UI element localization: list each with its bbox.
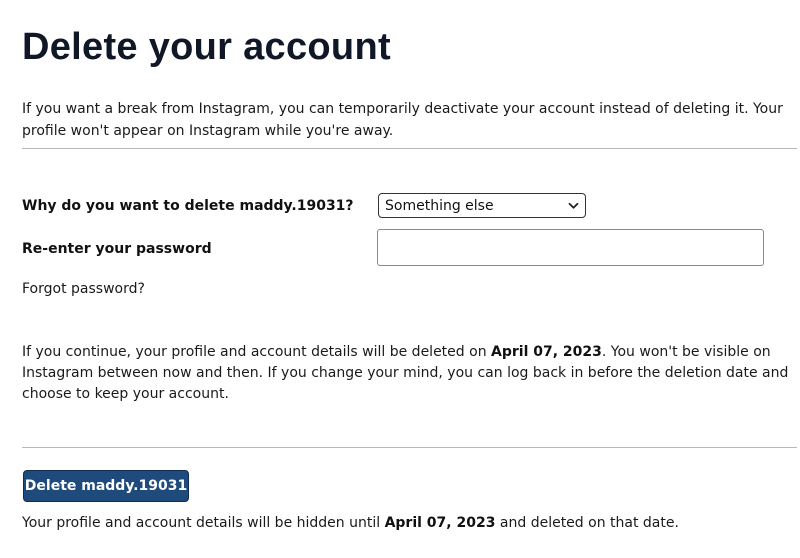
forgot-password-link[interactable]: Forgot password? [22,281,145,297]
chevron-down-icon [568,202,579,210]
deletion-notice [22,342,797,405]
intro-text: If you want a break from Instagram, you can temporarily deactivate your account instead of deleting it. Your profile won't appear on Instagram while you're away. [22,101,783,139]
footer-text-start: Your profile and account details will be hidden until [22,515,385,531]
footer-note [22,515,797,531]
delete-account-button[interactable]: Delete maddy.19031 [23,470,189,502]
notice-text-start: If you continue, your profile and account details will be deleted on [22,344,492,360]
top-divider [22,148,797,149]
page-title: Delete your account [22,26,391,68]
password-label: Re-enter your password [22,241,212,257]
reason-select-value: Something else [385,197,494,214]
notice-deletion-date: April 07, 2023 [491,344,602,360]
footer-date: April 07, 2023 [384,515,496,531]
notice-text-end: . You won't be visible on Instagram between now and then. If you change your mind, you can log back in before the deletion date and choose to keep your account. [22,344,789,402]
password-field[interactable] [377,229,764,266]
footer-text-end: and deleted on that date. [495,515,679,531]
reason-label: Why do you want to delete maddy.19031? [22,198,354,214]
bottom-divider [22,447,797,448]
reason-select[interactable] [378,193,586,218]
